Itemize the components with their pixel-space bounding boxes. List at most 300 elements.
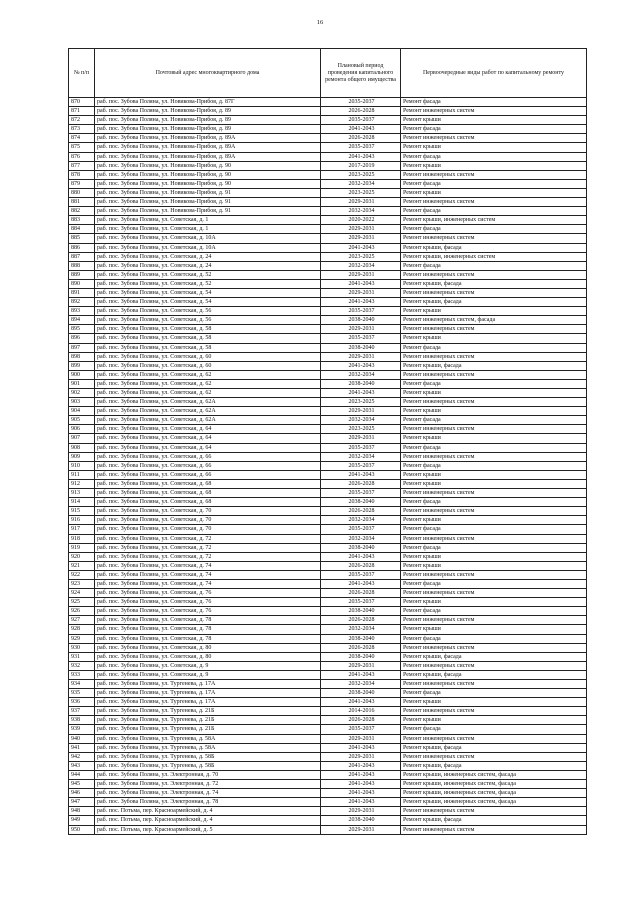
table-row [69,498,587,507]
table-body [69,98,587,835]
row-address: раб. пос. Зубова Поляна, ул. Электронная, д. 74 [95,789,321,798]
row-period: 2041-2043 [321,761,401,770]
table-row [69,579,587,588]
row-address: раб. пос. Зубова Поляна, ул. Советская, д. 9 [95,670,321,679]
row-works: Ремонт инженерных систем [401,107,587,116]
table-row [69,216,587,225]
table-row [69,234,587,243]
row-period: 2017-2019 [321,161,401,170]
table-row [69,179,587,188]
row-number: 922 [69,570,95,579]
table-row [69,598,587,607]
row-number: 931 [69,652,95,661]
table-row [69,570,587,579]
page-number: 16 [316,19,324,26]
row-number: 872 [69,116,95,125]
row-number: 945 [69,780,95,789]
row-works: Ремонт крыши [401,188,587,197]
row-period: 2035-2037 [321,461,401,470]
row-works: Ремонт инженерных систем [401,807,587,816]
row-works: Ремонт инженерных систем [401,452,587,461]
row-period: 2026-2028 [321,716,401,725]
row-number: 904 [69,407,95,416]
table-row [69,134,587,143]
row-period: 2035-2037 [321,143,401,152]
table-row [69,680,587,689]
row-number: 888 [69,261,95,270]
header-period: Плановый период проведения капитального ремонта общего имущества [321,49,401,98]
row-period: 2041-2043 [321,470,401,479]
row-address: раб. пос. Потьма, пер. Красноармейский, д. 4 [95,816,321,825]
table-row [69,689,587,698]
row-address: раб. пос. Зубова Поляна, ул. Советская, д. 60 [95,352,321,361]
table-row [69,516,587,525]
table-row [69,425,587,434]
row-address: раб. пос. Зубова Поляна, ул. Советская, д. 78 [95,625,321,634]
row-address: раб. пос. Зубова Поляна, ул. Советская, д. 58 [95,334,321,343]
row-period: 2029-2031 [321,325,401,334]
table-row [69,770,587,779]
row-works: Ремонт инженерных систем [401,270,587,279]
row-number: 950 [69,825,95,834]
row-address: раб. пос. Зубова Поляна, ул. Советская, д. 64 [95,425,321,434]
row-works: Ремонт крыши [401,598,587,607]
row-address: раб. пос. Зубова Поляна, ул. Советская, д. 62А [95,407,321,416]
row-works: Ремонт фасада [401,343,587,352]
row-address: раб. пос. Зубова Поляна, ул. Электронная, д. 72 [95,780,321,789]
table-row [69,707,587,716]
row-works: Ремонт инженерных систем [401,570,587,579]
row-number: 887 [69,252,95,261]
row-address: раб. пос. Зубова Поляна, ул. Электронная, д. 70 [95,770,321,779]
row-works: Ремонт фасада [401,179,587,188]
table-row [69,307,587,316]
row-works: Ремонт крыши, инженерных систем, фасада [401,770,587,779]
row-works: Ремонт крыши, фасада [401,298,587,307]
row-number: 877 [69,161,95,170]
table-row [69,507,587,516]
row-period: 2038-2040 [321,607,401,616]
row-period: 2041-2043 [321,389,401,398]
row-number: 932 [69,661,95,670]
row-number: 876 [69,152,95,161]
table-row [69,816,587,825]
table-row [69,798,587,807]
row-works: Ремонт крыши [401,116,587,125]
row-address: раб. пос. Зубова Поляна, ул. Советская, д. 24 [95,252,321,261]
row-works: Ремонт крыши [401,625,587,634]
row-period: 2038-2040 [321,379,401,388]
header-works: Первоочередные виды работ по капитальному ремонту [401,49,587,98]
row-works: Ремонт крыши, инженерных систем, фасада [401,789,587,798]
row-period: 2035-2037 [321,489,401,498]
row-address: раб. пос. Зубова Поляна, ул. Новикова-Прибоя, д. 87Г [95,98,321,107]
row-period: 2023-2025 [321,398,401,407]
row-works: Ремонт инженерных систем [401,370,587,379]
row-number: 897 [69,343,95,352]
row-period: 2035-2037 [321,98,401,107]
row-address: раб. пос. Зубова Поляна, ул. Советская, д. 1 [95,225,321,234]
row-number: 880 [69,188,95,197]
table-row [69,98,587,107]
row-address: раб. пос. Зубова Поляна, ул. Советская, д. 76 [95,607,321,616]
row-period: 2035-2037 [321,307,401,316]
row-works: Ремонт крыши [401,716,587,725]
row-works: Ремонт инженерных систем [401,825,587,834]
row-number: 911 [69,470,95,479]
table-row [69,552,587,561]
row-period: 2032-2034 [321,625,401,634]
row-works: Ремонт крыши, фасада [401,243,587,252]
table-row [69,434,587,443]
row-address: раб. пос. Зубова Поляна, ул. Советская, д. 70 [95,525,321,534]
row-period: 2041-2043 [321,579,401,588]
row-number: 947 [69,798,95,807]
row-period: 2029-2031 [321,198,401,207]
row-number: 901 [69,379,95,388]
table-row [69,188,587,197]
table-row [69,661,587,670]
row-works: Ремонт крыши [401,470,587,479]
table-row [69,452,587,461]
row-period: 2038-2040 [321,652,401,661]
row-works: Ремонт инженерных систем [401,170,587,179]
row-number: 906 [69,425,95,434]
table-row [69,643,587,652]
table-row [69,107,587,116]
row-address: раб. пос. Зубова Поляна, ул. Тургенева, д. 21Б [95,707,321,716]
row-address: раб. пос. Зубова Поляна, ул. Тургенева, д. 58А [95,734,321,743]
row-address: раб. пос. Зубова Поляна, ул. Советская, д. 80 [95,652,321,661]
table-row [69,525,587,534]
row-address: раб. пос. Зубова Поляна, ул. Советская, д. 64 [95,443,321,452]
row-address: раб. пос. Зубова Поляна, ул. Советская, д. 58 [95,343,321,352]
row-number: 885 [69,234,95,243]
row-address: раб. пос. Зубова Поляна, ул. Тургенева, д. 17А [95,680,321,689]
table-row [69,461,587,470]
row-number: 879 [69,179,95,188]
row-address: раб. пос. Зубова Поляна, ул. Советская, д. 62 [95,389,321,398]
row-period: 2035-2037 [321,598,401,607]
row-number: 905 [69,416,95,425]
row-address: раб. пос. Зубова Поляна, ул. Советская, д. 54 [95,288,321,297]
row-works: Ремонт фасада [401,579,587,588]
row-address: раб. пос. Зубова Поляна, ул. Новикова-Прибоя, д. 89А [95,143,321,152]
row-period: 2032-2034 [321,416,401,425]
row-period: 2026-2028 [321,134,401,143]
row-number: 929 [69,634,95,643]
row-works: Ремонт инженерных систем [401,398,587,407]
row-address: раб. пос. Зубова Поляна, ул. Новикова-Прибоя, д. 89 [95,107,321,116]
row-period: 2032-2034 [321,680,401,689]
table-row [69,343,587,352]
row-period: 2041-2043 [321,743,401,752]
row-number: 913 [69,489,95,498]
table-row [69,170,587,179]
row-period: 2041-2043 [321,552,401,561]
row-period: 2026-2028 [321,616,401,625]
row-works: Ремонт инженерных систем [401,752,587,761]
row-number: 940 [69,734,95,743]
table-row [69,161,587,170]
row-address: раб. пос. Зубова Поляна, ул. Новикова-Прибоя, д. 89 [95,125,321,134]
row-works: Ремонт крыши, инженерных систем, фасада [401,780,587,789]
row-number: 878 [69,170,95,179]
row-number: 949 [69,816,95,825]
row-address: раб. пос. Зубова Поляна, ул. Советская, д. 74 [95,579,321,588]
row-works: Ремонт крыши [401,479,587,488]
table-row [69,543,587,552]
row-number: 938 [69,716,95,725]
row-period: 2029-2031 [321,270,401,279]
row-number: 874 [69,134,95,143]
row-period: 2029-2031 [321,661,401,670]
row-address: раб. пос. Зубова Поляна, ул. Тургенева, д. 21Б [95,716,321,725]
row-number: 926 [69,607,95,616]
row-works: Ремонт крыши [401,561,587,570]
table-row [69,352,587,361]
row-works: Ремонт фасада [401,689,587,698]
row-works: Ремонт фасада [401,98,587,107]
table-row [69,616,587,625]
row-period: 2032-2034 [321,207,401,216]
row-number: 891 [69,288,95,297]
table-row [69,279,587,288]
row-period: 2041-2043 [321,125,401,134]
row-number: 908 [69,443,95,452]
row-works: Ремонт крыши [401,434,587,443]
row-number: 919 [69,543,95,552]
row-works: Ремонт фасада [401,261,587,270]
row-number: 910 [69,461,95,470]
row-address: раб. пос. Зубова Поляна, ул. Советская, д. 68 [95,498,321,507]
table-row [69,479,587,488]
row-number: 921 [69,561,95,570]
row-period: 2029-2031 [321,807,401,816]
row-works: Ремонт фасада [401,461,587,470]
row-number: 916 [69,516,95,525]
row-address: раб. пос. Зубова Поляна, ул. Советская, д. 78 [95,634,321,643]
row-address: раб. пос. Зубова Поляна, ул. Советская, д. 74 [95,570,321,579]
row-address: раб. пос. Зубова Поляна, ул. Советская, д. 76 [95,598,321,607]
row-period: 2041-2043 [321,670,401,679]
row-number: 896 [69,334,95,343]
row-period: 2029-2031 [321,225,401,234]
row-period: 2032-2034 [321,370,401,379]
table-row [69,325,587,334]
row-address: раб. пос. Зубова Поляна, ул. Тургенева, д. 58А [95,743,321,752]
repair-schedule-table [68,48,587,835]
row-works: Ремонт крыши [401,389,587,398]
row-period: 2035-2037 [321,443,401,452]
row-address: раб. пос. Зубова Поляна, ул. Советская, д. 64 [95,434,321,443]
table-row [69,389,587,398]
row-period: 2023-2025 [321,188,401,197]
row-period: 2035-2037 [321,525,401,534]
row-works: Ремонт инженерных систем [401,288,587,297]
row-address: раб. пос. Зубова Поляна, ул. Советская, д. 80 [95,643,321,652]
table-row [69,780,587,789]
table-row [69,625,587,634]
row-address: раб. пос. Зубова Поляна, ул. Тургенева, д. 17А [95,698,321,707]
row-address: раб. пос. Зубова Поляна, ул. Советская, д. 78 [95,616,321,625]
table-row [69,489,587,498]
table-row [69,589,587,598]
row-number: 943 [69,761,95,770]
row-works: Ремонт крыши, фасада [401,816,587,825]
row-number: 944 [69,770,95,779]
row-period: 2023-2025 [321,425,401,434]
row-number: 889 [69,270,95,279]
row-number: 934 [69,680,95,689]
table-header-row [69,49,587,98]
row-period: 2032-2034 [321,179,401,188]
row-works: Ремонт инженерных систем [401,589,587,598]
row-period: 2032-2034 [321,534,401,543]
row-address: раб. пос. Зубова Поляна, ул. Тургенева, д. 21Б [95,725,321,734]
row-period: 2041-2043 [321,698,401,707]
row-works: Ремонт инженерных систем [401,661,587,670]
row-address: раб. пос. Зубова Поляна, ул. Советская, д. 52 [95,270,321,279]
row-number: 942 [69,752,95,761]
row-period: 2023-2025 [321,170,401,179]
row-works: Ремонт крыши, фасада [401,361,587,370]
row-number: 899 [69,361,95,370]
row-number: 871 [69,107,95,116]
table-row [69,752,587,761]
row-number: 909 [69,452,95,461]
row-works: Ремонт фасада [401,379,587,388]
row-period: 2035-2037 [321,570,401,579]
row-number: 884 [69,225,95,234]
row-works: Ремонт крыши, фасада [401,761,587,770]
row-address: раб. пос. Зубова Поляна, ул. Советская, д. 72 [95,534,321,543]
table-row [69,698,587,707]
table-row [69,716,587,725]
row-period: 2035-2037 [321,116,401,125]
row-period: 2041-2043 [321,770,401,779]
row-works: Ремонт инженерных систем [401,707,587,716]
row-address: раб. пос. Зубова Поляна, ул. Советская, д. 54 [95,298,321,307]
row-period: 2014-2016 [321,707,401,716]
row-address: раб. пос. Зубова Поляна, ул. Советская, д. 66 [95,470,321,479]
table-row [69,416,587,425]
row-works: Ремонт крыши [401,698,587,707]
row-works: Ремонт инженерных систем [401,734,587,743]
table-row [69,807,587,816]
table-row [69,252,587,261]
row-address: раб. пос. Зубова Поляна, ул. Советская, д. 72 [95,552,321,561]
table-row [69,379,587,388]
row-address: раб. пос. Зубова Поляна, ул. Новикова-Прибоя, д. 91 [95,188,321,197]
row-number: 894 [69,316,95,325]
table-row [69,370,587,379]
row-period: 2041-2043 [321,298,401,307]
row-number: 907 [69,434,95,443]
row-number: 912 [69,479,95,488]
row-period: 2029-2031 [321,234,401,243]
table-row [69,561,587,570]
row-address: раб. пос. Потьма, пер. Красноармейский, д. 4 [95,807,321,816]
row-address: раб. пос. Зубова Поляна, ул. Тургенева, д. 17А [95,689,321,698]
row-address: раб. пос. Зубова Поляна, ул. Новикова-Прибоя, д. 90 [95,161,321,170]
table-row [69,789,587,798]
row-number: 870 [69,98,95,107]
row-period: 2035-2037 [321,334,401,343]
row-works: Ремонт фасада [401,416,587,425]
row-address: раб. пос. Зубова Поляна, ул. Новикова-Прибоя, д. 89А [95,134,321,143]
table-row [69,152,587,161]
table-row [69,470,587,479]
row-works: Ремонт инженерных систем [401,616,587,625]
row-number: 937 [69,707,95,716]
row-address: раб. пос. Зубова Поляна, ул. Советская, д. 62А [95,398,321,407]
row-address: раб. пос. Зубова Поляна, ул. Советская, д. 66 [95,452,321,461]
row-works: Ремонт фасада [401,225,587,234]
row-works: Ремонт крыши [401,161,587,170]
row-works: Ремонт инженерных систем [401,489,587,498]
row-number: 892 [69,298,95,307]
table-row [69,243,587,252]
row-period: 2041-2043 [321,279,401,288]
row-period: 2023-2025 [321,252,401,261]
row-period: 2041-2043 [321,243,401,252]
table-row [69,534,587,543]
row-number: 939 [69,725,95,734]
row-address: раб. пос. Зубова Поляна, ул. Новикова-Прибоя, д. 89А [95,152,321,161]
row-address: раб. пос. Зубова Поляна, ул. Советская, д. 66 [95,461,321,470]
row-period: 2038-2040 [321,816,401,825]
row-number: 946 [69,789,95,798]
row-address: раб. пос. Зубова Поляна, ул. Советская, д. 56 [95,307,321,316]
row-works: Ремонт крыши [401,407,587,416]
table-row [69,725,587,734]
table-row [69,334,587,343]
row-number: 941 [69,743,95,752]
row-number: 886 [69,243,95,252]
row-number: 883 [69,216,95,225]
row-works: Ремонт крыши [401,143,587,152]
row-address: раб. пос. Зубова Поляна, ул. Советская, д. 70 [95,516,321,525]
row-number: 900 [69,370,95,379]
row-works: Ремонт крыши [401,307,587,316]
table-row [69,316,587,325]
row-number: 903 [69,398,95,407]
row-period: 2029-2031 [321,825,401,834]
table-row [69,634,587,643]
row-number: 917 [69,525,95,534]
row-period: 2041-2043 [321,798,401,807]
table-row [69,143,587,152]
row-period: 2029-2031 [321,288,401,297]
row-address: раб. пос. Зубова Поляна, ул. Советская, д. 62 [95,379,321,388]
row-number: 925 [69,598,95,607]
row-address: раб. пос. Зубова Поляна, ул. Советская, д. 24 [95,261,321,270]
row-period: 2038-2040 [321,689,401,698]
row-number: 893 [69,307,95,316]
row-period: 2041-2043 [321,780,401,789]
row-number: 924 [69,589,95,598]
row-address: раб. пос. Зубова Поляна, ул. Советская, д. 9 [95,661,321,670]
row-address: раб. пос. Зубова Поляна, ул. Советская, д. 58 [95,325,321,334]
row-works: Ремонт фасада [401,634,587,643]
table-row [69,761,587,770]
table-row [69,607,587,616]
row-period: 2041-2043 [321,152,401,161]
row-number: 881 [69,198,95,207]
row-works: Ремонт инженерных систем [401,643,587,652]
row-works: Ремонт фасада [401,207,587,216]
